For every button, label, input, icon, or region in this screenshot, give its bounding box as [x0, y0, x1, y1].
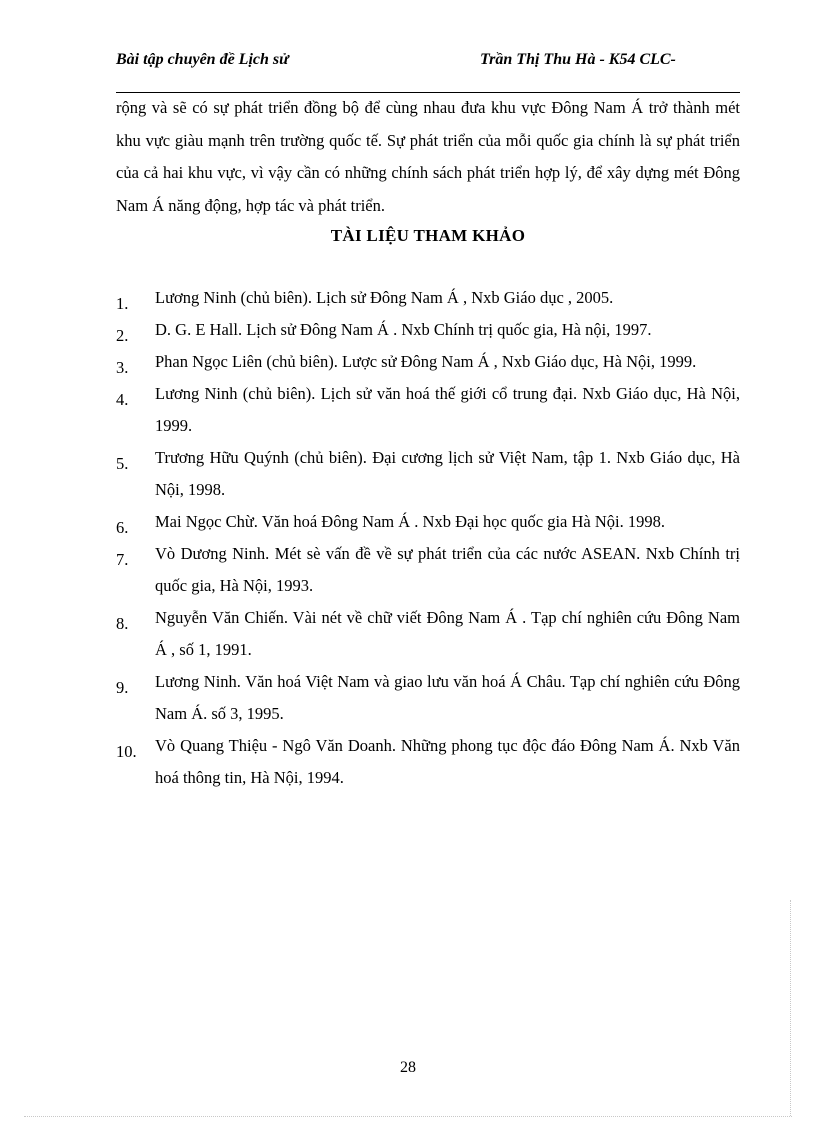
reference-number: 6.	[116, 518, 129, 537]
reference-number: 5.	[116, 454, 129, 473]
reference-item	[116, 346, 740, 378]
intro-paragraph: rộng và sẽ có sự phát triển đồng bộ để cùng nhau đưa khu vực Đông Nam Á trở thành mét khu vực giàu mạnh trên trường quốc tế. Sự phát triển của mỗi quốc gia chính là sự phát triển của cả hai khu vực, vì vậy cần có những chính sách phát triển hợp lý, để xây dựng mét Đông Nam Á năng động, hợp tác và phát triển.	[116, 98, 740, 215]
reference-number: 10.	[116, 742, 137, 761]
reference-text: Lương Ninh (chủ biên). Lịch sử văn hoá thế giới cổ trung đại. Nxb Giáo dục, Hà Nội, 1999.	[155, 384, 740, 435]
reference-text: Lương Ninh (chủ biên). Lịch sử Đông Nam Á , Nxb Giáo dục , 2005.	[155, 288, 614, 307]
reference-number: 2.	[116, 326, 129, 345]
reference-item	[116, 314, 740, 346]
page-edge-guide	[790, 900, 791, 1116]
reference-item	[116, 730, 740, 794]
reference-number: 1.	[116, 294, 129, 313]
reference-text: Mai Ngọc Chừ. Văn hoá Đông Nam Á . Nxb Đại học quốc gia Hà Nội. 1998.	[155, 512, 665, 531]
page-bottom-guide	[24, 1116, 792, 1117]
reference-item	[116, 666, 740, 730]
reference-number: 3.	[116, 358, 129, 377]
reference-number: 7.	[116, 550, 129, 569]
reference-text: Nguyễn Văn Chiến. Vài nét về chữ viết Đông Nam Á . Tạp chí nghiên cứu Đông Nam Á , số 1, 1991.	[155, 608, 740, 659]
reference-text: D. G. E Hall. Lịch sử Đông Nam Á . Nxb Chính trị quốc gia, Hà nội, 1997.	[155, 320, 652, 339]
reference-text: Vò Quang Thiệu - Ngô Văn Doanh. Những phong tục độc đáo Đông Nam Á. Nxb Văn hoá thông tin, Hà Nội, 1994.	[155, 736, 740, 787]
header-course-title: Bài tập chuyên đề Lịch sử	[116, 51, 289, 68]
reference-list	[116, 282, 740, 794]
references-title: TÀI LIỆU THAM KHẢO	[330, 226, 526, 245]
reference-item	[116, 442, 740, 506]
reference-text: Vò Dương Ninh. Mét sè vấn đề về sự phát triển của các nước ASEAN. Nxb Chính trị quốc gia, Hà Nội, 1993.	[155, 544, 740, 595]
reference-number: 9.	[116, 678, 129, 697]
reference-item	[116, 602, 740, 666]
reference-text: Trương Hữu Quýnh (chủ biên). Đại cương lịch sử Việt Nam, tập 1. Nxb Giáo dục, Hà Nội, 1998.	[155, 448, 740, 499]
reference-text: Lương Ninh. Văn hoá Việt Nam và giao lưu văn hoá Á Châu. Tạp chí nghiên cứu Đông Nam Á. số 3, 1995.	[155, 672, 740, 723]
intro-paragraph-block	[116, 92, 740, 222]
reference-text: Phan Ngọc Liên (chủ biên). Lược sử Đông Nam Á , Nxb Giáo dục, Hà Nội, 1999.	[155, 352, 697, 371]
header-author: Trần Thị Thu Hà - K54 CLC-	[480, 51, 676, 68]
reference-number: 4.	[116, 390, 129, 409]
reference-item	[116, 282, 740, 314]
reference-number: 8.	[116, 614, 129, 633]
page-header	[116, 50, 740, 93]
reference-item	[116, 506, 740, 538]
page-number: 28	[400, 1059, 416, 1076]
reference-item	[116, 538, 740, 602]
reference-item	[116, 378, 740, 442]
